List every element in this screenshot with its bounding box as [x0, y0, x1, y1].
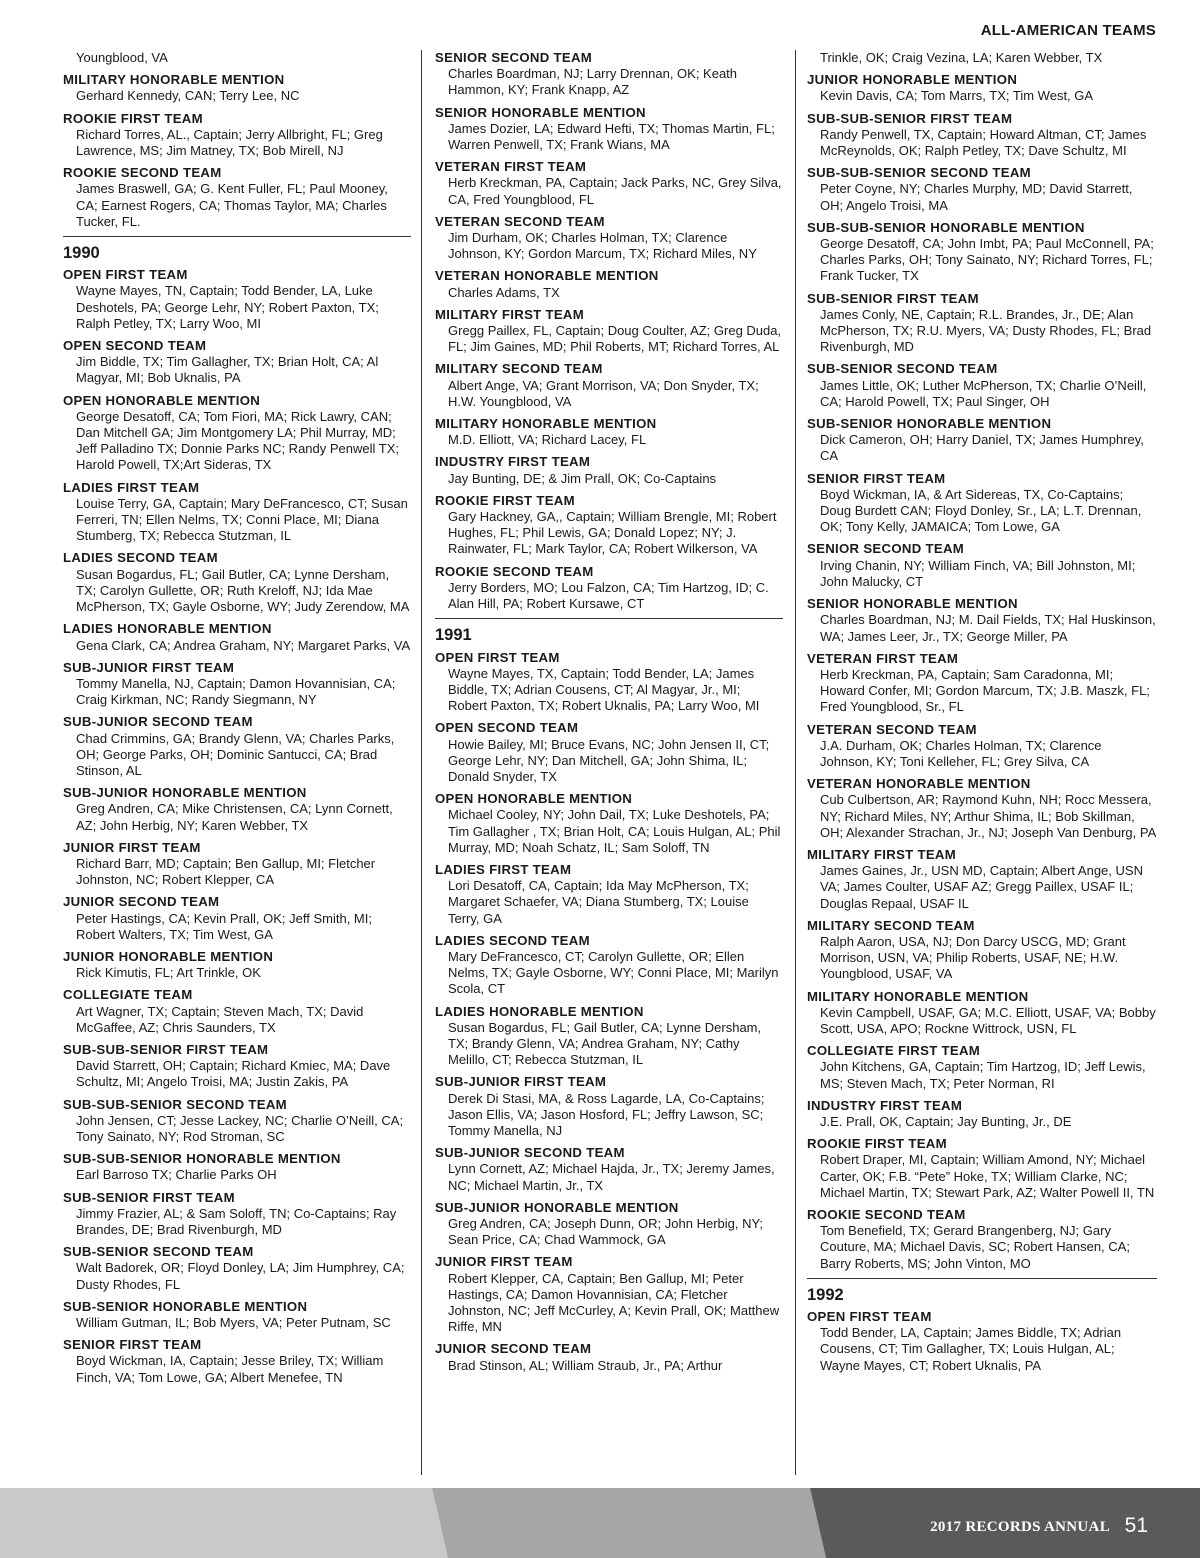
team-members: Greg Andren, CA; Mike Christensen, CA; Lynn Cornett, AZ; John Herbig, NY; Karen Webber, TX	[76, 801, 393, 833]
team-heading: JUNIOR FIRST TEAM	[63, 839, 201, 855]
team-members: Peter Coyne, NY; Charles Murphy, MD; David Starrett, OH; Angelo Troisi, MA	[820, 181, 1133, 213]
team-heading: VETERAN SECOND TEAM	[807, 721, 977, 737]
column-1	[63, 50, 411, 1386]
team-members: John Jensen, CT; Jesse Lackey, NC; Charlie O’Neill, CA; Tony Sainato, NY; Rod Stroman, SC	[76, 1112, 404, 1144]
team-members: Gerhard Kennedy, CAN; Terry Lee, NC	[76, 88, 300, 104]
team-heading: SENIOR FIRST TEAM	[63, 1337, 202, 1353]
team-members-continued: Youngblood, VA	[76, 50, 168, 65]
team-members: Robert Draper, MI, Captain; William Amond, NY; Michael Carter, OK; F.B. “Pete” Hoke, TX; William Clarke, NC; Michael Martin, TX; Stewart Park, AZ; Walter Powell II, TN	[820, 1152, 1155, 1200]
team-members: J.E. Prall, OK, Captain; Jay Bunting, Jr., DE	[820, 1113, 1072, 1129]
team-heading: INDUSTRY FIRST TEAM	[435, 454, 591, 470]
team-members: Derek Di Stasi, MA, & Ross Lagarde, LA, Co-Captains; Jason Ellis, VA; Jason Hosford, FL; Jeffry Lawson, SC; Tommy Manella, NJ	[448, 1090, 765, 1138]
team-heading: MILITARY SECOND TEAM	[435, 361, 603, 377]
team-members: Dick Cameron, OH; Harry Daniel, TX; James Humphrey, CA	[820, 432, 1144, 464]
team-members: Chad Crimmins, GA; Brandy Glenn, VA; Charles Parks, OH; George Parks, OH; Dominic Santucci, CA; Brad Stinson, AL	[76, 730, 395, 778]
team-heading: SUB-SUB-SENIOR FIRST TEAM	[63, 1041, 269, 1057]
team-heading: LADIES HONORABLE MENTION	[435, 1003, 644, 1019]
team-heading: SUB-JUNIOR SECOND TEAM	[435, 1145, 625, 1161]
team-members: J.A. Durham, OK; Charles Holman, TX; Clarence Johnson, KY; Toni Kelleher, FL; Grey Silva, CA	[820, 737, 1102, 769]
team-heading: ROOKIE SECOND TEAM	[807, 1207, 966, 1222]
team-members: Jimmy Frazier, AL; & Sam Soloff, TN; Co-Captains; Ray Brandes, DE; Brad Rivenburgh, MD	[76, 1205, 397, 1237]
team-members: Jerry Borders, MO; Lou Falzon, CA; Tim Hartzog, ID; C. Alan Hill, PA; Robert Kursawe, CT	[448, 579, 769, 612]
team-heading: SENIOR HONORABLE MENTION	[807, 596, 1018, 612]
team-heading: MILITARY HONORABLE MENTION	[435, 416, 657, 432]
team-members: M.D. Elliott, VA; Richard Lacey, FL	[448, 432, 647, 448]
team-members: Kevin Davis, CA; Tom Marrs, TX; Tim West, GA	[820, 88, 1094, 104]
team-heading: VETERAN FIRST TEAM	[435, 159, 587, 175]
team-members: John Kitchens, GA, Captain; Tim Hartzog, ID; Jeff Lewis, MS; Steven Mach, TX; Peter Norman, RI	[820, 1059, 1146, 1091]
team-heading: LADIES FIRST TEAM	[435, 861, 572, 877]
team-heading: SUB-JUNIOR HONORABLE MENTION	[435, 1199, 679, 1215]
team-heading: SUB-SUB-SENIOR SECOND TEAM	[63, 1096, 287, 1112]
team-heading: SUB-SUB-SENIOR HONORABLE MENTION	[807, 219, 1085, 235]
team-heading: LADIES SECOND TEAM	[63, 550, 218, 566]
team-heading: SUB-JUNIOR SECOND TEAM	[63, 714, 253, 730]
team-members: Earl Barroso TX; Charlie Parks OH	[76, 1167, 277, 1183]
team-heading: SUB-JUNIOR FIRST TEAM	[435, 1074, 607, 1090]
team-members: Louise Terry, GA, Captain; Mary DeFrancesco, CT; Susan Ferreri, TN; Ellen Nelms, TX; Conni Place, MI; Diana Stumberg, TX; Rebecca Stutzman, IL	[76, 495, 408, 544]
team-heading: JUNIOR SECOND TEAM	[63, 894, 220, 910]
team-members: Tommy Manella, NJ, Captain; Damon Hovannisian, CA; Craig Kirkman, NC; Randy Siegmann, NY	[76, 675, 396, 708]
team-members: Howie Bailey, MI; Bruce Evans, NC; John Jensen II, CT; George Lehr, NY; Dan Mitchell, GA; John Shima, IL; Donald Snyder, TX	[448, 736, 770, 784]
team-members: Susan Bogardus, FL; Gail Butler, CA; Lynne Dersham, TX; Brandy Glenn, VA; Andrea Graham, NY; Cathy Melillo, CT; Rebecca Stutzman, IL	[448, 1019, 762, 1068]
team-members: Peter Hastings, CA; Kevin Prall, OK; Jeff Smith, MI; Robert Walters, TX; Tim West, GA	[76, 910, 372, 942]
team-heading: MILITARY FIRST TEAM	[435, 306, 585, 322]
team-heading: OPEN FIRST TEAM	[63, 267, 188, 283]
team-members: Jay Bunting, DE; & Jim Prall, OK; Co-Captains	[448, 470, 717, 486]
team-members: Boyd Wickman, IA, & Art Sidereas, TX, Co-Captains; Doug Burdett CAN; Floyd Donley, Sr., LA; L.T. Drennan, OK; Tony Kelly, JAMAICA; Tom Lowe, GA	[820, 486, 1142, 535]
team-members: Walt Badorek, OR; Floyd Donley, LA; Jim Humphrey, CA; Dusty Rhodes, FL	[76, 1260, 405, 1292]
team-members: Mary DeFrancesco, CT; Carolyn Gullette, OR; Ellen Nelms, TX; Gayle Osborne, WY; Conni Place, MI; Marilyn Scola, CT	[448, 948, 779, 997]
team-members: Richard Torres, AL., Captain; Jerry Allbright, FL; Greg Lawrence, MS; Jim Matney, TX; Bob Mirell, NJ	[76, 126, 383, 159]
team-members: Brad Stinson, AL; William Straub, Jr., PA; Arthur	[448, 1357, 723, 1373]
team-heading: SUB-JUNIOR FIRST TEAM	[63, 659, 235, 675]
team-members: Susan Bogardus, FL; Gail Butler, CA; Lynne Dersham, TX; Carolyn Gullette, OR; Ruth Kreloff, NJ; Ida Mae McPherson, TX; Gayle Osborne, WY; Judy Zerendow, MA	[76, 566, 410, 615]
team-heading: SENIOR SECOND TEAM	[807, 541, 965, 557]
team-heading: SUB-SENIOR SECOND TEAM	[63, 1244, 254, 1260]
team-members: James Little, OK; Luther McPherson, TX; Charlie O’Neill, CA; Harold Powell, TX; Paul Singer, OH	[820, 377, 1147, 409]
year-heading: 1991	[435, 618, 783, 643]
year-heading: 1990	[63, 236, 411, 261]
team-members: Tom Benefield, TX; Gerard Brangenberg, NJ; Gary Couture, MA; Michael Davis, SC; Robert Hansen, CA; Barry Roberts, MS; John Vinton, MO	[820, 1223, 1130, 1271]
team-members: James Gaines, Jr., USN MD, Captain; Albert Ange, USN VA; James Coulter, USAF AZ; Gregg Paillex, USAF IL; Douglas Repaal, USAF IL	[820, 863, 1143, 911]
team-heading: SUB-SENIOR FIRST TEAM	[807, 290, 979, 306]
team-heading: SENIOR SECOND TEAM	[435, 50, 593, 65]
team-members: David Starrett, OH; Captain; Richard Kmiec, MA; Dave Schultz, MI; Angelo Troisi, MA; Justin Zakis, PA	[76, 1058, 391, 1090]
team-members: Richard Barr, MD; Captain; Ben Gallup, MI; Fletcher Johnston, NC; Robert Klepper, CA	[76, 855, 376, 888]
column-divider	[795, 50, 796, 1475]
team-heading: MILITARY FIRST TEAM	[807, 846, 957, 862]
year-heading: 1992	[807, 1278, 1157, 1303]
team-members: Michael Cooley, NY; John Dail, TX; Luke Deshotels, PA; Tim Gallagher , TX; Brian Holt, CA; Louis Hulgan, AL; Phil Murray, MD; Noah Schatz, IL; Sam Soloff, TN	[448, 807, 781, 855]
team-members: Robert Klepper, CA, Captain; Ben Gallup, MI; Peter Hastings, CA; Damon Hovannisian, CA; Fletcher Johnston, NC; Jeff McCurley, A; Kevin Prall, OK; Matthew Riffe, MN	[448, 1270, 780, 1335]
team-heading: SUB-SUB-SENIOR FIRST TEAM	[807, 110, 1013, 126]
team-heading: LADIES SECOND TEAM	[435, 932, 590, 948]
team-members: Jim Durham, OK; Charles Holman, TX; Clarence Johnson, KY; Gordon Marcum, TX; Richard Miles, NY	[448, 230, 757, 262]
team-heading: ROOKIE FIRST TEAM	[807, 1136, 947, 1152]
team-heading: ROOKIE FIRST TEAM	[435, 492, 575, 508]
team-members: George Desatoff, CA; Tom Fiori, MA; Rick Lawry, CAN; Dan Mitchell GA; Jim Montgomery LA; Phil Murray, MD; Jeff Palladino TX; Donnie Parks NC; Randy Penwell TX; Harold Powell, TX;Art Sideras, TX	[76, 408, 399, 473]
team-members: Lynn Cornett, AZ; Michael Hajda, Jr., TX; Jeremy James, NC; Michael Martin, Jr., TX	[448, 1161, 775, 1193]
team-members: William Gutman, IL; Bob Myers, VA; Peter Putnam, SC	[76, 1315, 391, 1331]
team-members: Albert Ange, VA; Grant Morrison, VA; Don Snyder, TX; H.W. Youngblood, VA	[448, 377, 759, 409]
team-members: Herb Kreckman, PA, Captain; Jack Parks, NC, Grey Silva, CA, Fred Youngblood, FL	[448, 175, 782, 207]
team-heading: SUB-SENIOR HONORABLE MENTION	[63, 1298, 308, 1314]
team-members: Art Wagner, TX; Captain; Steven Mach, TX; David McGaffee, AZ; Chris Saunders, TX	[76, 1003, 364, 1035]
team-heading: SUB-SUB-SENIOR HONORABLE MENTION	[63, 1151, 341, 1167]
team-heading: VETERAN FIRST TEAM	[807, 650, 959, 666]
team-members: Jim Biddle, TX; Tim Gallagher, TX; Brian Holt, CA; Al Magyar, MI; Bob Uknalis, PA	[76, 354, 379, 386]
team-heading: SUB-SENIOR HONORABLE MENTION	[807, 416, 1052, 432]
team-members: Greg Andren, CA; Joseph Dunn, OR; John Herbig, NY; Sean Price, CA; Chad Wammock, GA	[448, 1216, 763, 1248]
team-members: Gary Hackney, GA,, Captain; William Brengle, MI; Robert Hughes, FL; Phil Lewis, GA; Donald Lopez; NY; J. Rainwater, FL; Mark Taylor, CA; Robert Wilkerson, VA	[448, 509, 777, 557]
team-heading: JUNIOR SECOND TEAM	[435, 1341, 592, 1357]
team-heading: JUNIOR HONORABLE MENTION	[807, 72, 1018, 88]
team-heading: OPEN FIRST TEAM	[435, 649, 560, 665]
column-2	[435, 50, 783, 1374]
team-members: Kevin Campbell, USAF, GA; M.C. Elliott, USAF, VA; Bobby Scott, USA, APO; Rockne Wittrock, USN, FL	[820, 1004, 1156, 1036]
team-heading: ROOKIE SECOND TEAM	[63, 165, 222, 181]
team-heading: VETERAN HONORABLE MENTION	[435, 268, 659, 284]
team-heading: COLLEGIATE FIRST TEAM	[807, 1043, 981, 1059]
team-members: Cub Culbertson, AR; Raymond Kuhn, NH; Rocc Messera, NY; Richard Miles, NY; Arthur Shima, IL; Bob Skillman, OH; Alexander Strachan, Jr., NJ; Joseph Van Denburg, PA	[820, 792, 1157, 840]
team-heading: SENIOR FIRST TEAM	[807, 470, 946, 486]
team-heading: SENIOR HONORABLE MENTION	[435, 104, 646, 120]
team-members: Boyd Wickman, IA, Captain; Jesse Briley, TX; William Finch, VA; Tom Lowe, GA; Albert Menefee, TN	[76, 1353, 384, 1385]
team-members: George Desatoff, CA; John Imbt, PA; Paul McConnell, PA; Charles Parks, OH; Tony Sainato, NY; Richard Torres, FL; Frank Tucker, TX	[820, 236, 1154, 284]
team-members: Wayne Mayes, TX, Captain; Todd Bender, LA; James Biddle, TX; Adrian Cousens, CT; Al Magyar, Jr., MI; Robert Paxton, TX; Robert Uknalis, PA; Larry Woo, MI	[448, 665, 760, 714]
team-heading: MILITARY SECOND TEAM	[807, 917, 975, 933]
team-members: James Dozier, LA; Edward Hefti, TX; Thomas Martin, FL; Warren Penwell, TX; Frank Wians, MA	[448, 120, 775, 153]
team-heading: OPEN HONORABLE MENTION	[63, 392, 261, 408]
team-members: Wayne Mayes, TN, Captain; Todd Bender, LA, Luke Deshotels, PA; George Lehr, NY; Robert Paxton, TX; Ralph Petley, TX; Larry Woo, MI	[76, 283, 379, 331]
team-heading: OPEN SECOND TEAM	[63, 338, 207, 354]
team-members: Lori Desatoff, CA, Captain; Ida May McPherson, TX; Margaret Schaefer, VA; Diana Stumberg, TX; Louise Terry, GA	[448, 878, 749, 926]
team-heading: OPEN SECOND TEAM	[435, 720, 579, 736]
team-members-continued: Trinkle, OK; Craig Vezina, LA; Karen Webber, TX	[820, 50, 1103, 65]
team-heading: INDUSTRY FIRST TEAM	[807, 1097, 963, 1113]
team-members: Charles Adams, TX	[448, 284, 560, 300]
team-members: Irving Chanin, NY; William Finch, VA; Bill Johnston, MI; John Malucky, CT	[820, 557, 1136, 589]
team-heading: ROOKIE SECOND TEAM	[435, 563, 594, 579]
team-heading: OPEN HONORABLE MENTION	[435, 791, 633, 807]
page-number: 51	[1124, 1514, 1148, 1537]
team-members: Rick Kimutis, FL; Art Trinkle, OK	[76, 965, 261, 981]
team-members: Gregg Paillex, FL, Captain; Doug Coulter, AZ; Greg Duda, FL; Jim Gaines, MD; Phil Roberts, MT; Richard Torres, AL	[448, 323, 782, 355]
team-heading: SUB-JUNIOR HONORABLE MENTION	[63, 785, 307, 801]
footer-band	[0, 1488, 1200, 1558]
team-members: James Conly, NE, Captain; R.L. Brandes, Jr., DE; Alan McPherson, TX; R.U. Myers, VA; Dusty Rhodes, FL; Brad Rivenburgh, MD	[820, 306, 1152, 355]
team-heading: VETERAN HONORABLE MENTION	[807, 776, 1031, 792]
team-heading: ROOKIE FIRST TEAM	[63, 110, 203, 126]
team-heading: MILITARY HONORABLE MENTION	[63, 72, 285, 88]
team-heading: SUB-SENIOR SECOND TEAM	[807, 361, 998, 377]
team-heading: VETERAN SECOND TEAM	[435, 213, 605, 229]
team-members: Todd Bender, LA, Captain; James Biddle, TX; Adrian Cousens, CT; Tim Gallagher, TX; Louis Hulgan, AL; Wayne Mayes, CT; Robert Uknalis, PA	[820, 1325, 1122, 1373]
team-heading: LADIES FIRST TEAM	[63, 479, 200, 495]
team-members: Herb Kreckman, PA, Captain; Sam Caradonna, MI; Howard Confer, MI; Gordon Marcum, TX; J.B. Maszk, FL; Fred Youngblood, Sr., FL	[820, 666, 1150, 715]
team-members: Randy Penwell, TX, Captain; Howard Altman, CT; James McReynolds, OK; Ralph Petley, TX; Dave Schultz, MI	[820, 126, 1147, 159]
team-members: Charles Boardman, NJ; M. Dail Fields, TX; Hal Huskinson, WA; James Leer, Jr., TX; George Miller, PA	[820, 612, 1156, 644]
publication-label: 2017 RECORDS ANNUAL	[930, 1519, 1110, 1535]
team-members: Charles Boardman, NJ; Larry Drennan, OK; Keath Hammon, KY; Frank Knapp, AZ	[448, 66, 738, 98]
team-heading: COLLEGIATE TEAM	[63, 987, 193, 1003]
team-heading: SUB-SUB-SENIOR SECOND TEAM	[807, 165, 1031, 181]
team-heading: JUNIOR HONORABLE MENTION	[63, 948, 274, 964]
column-3	[807, 50, 1157, 1374]
team-heading: SUB-SENIOR FIRST TEAM	[63, 1189, 235, 1205]
team-heading: MILITARY HONORABLE MENTION	[807, 988, 1029, 1004]
team-heading: JUNIOR FIRST TEAM	[435, 1254, 573, 1270]
team-heading: OPEN FIRST TEAM	[807, 1309, 932, 1325]
team-members: Gena Clark, CA; Andrea Graham, NY; Margaret Parks, VA	[76, 637, 411, 653]
team-heading: LADIES HONORABLE MENTION	[63, 621, 272, 637]
column-divider	[421, 50, 422, 1475]
team-members: James Braswell, GA; G. Kent Fuller, FL; Paul Mooney, CA; Earnest Rogers, CA; Thomas Taylor, MA; Charles Tucker, FL.	[76, 181, 388, 229]
team-members: Ralph Aaron, USA, NJ; Don Darcy USCG, MD; Grant Morrison, USN, VA; Philip Roberts, USAF, NE; H.W. Youngblood, USAF, VA	[820, 933, 1126, 982]
section-header: ALL-AMERICAN TEAMS	[980, 22, 1156, 39]
